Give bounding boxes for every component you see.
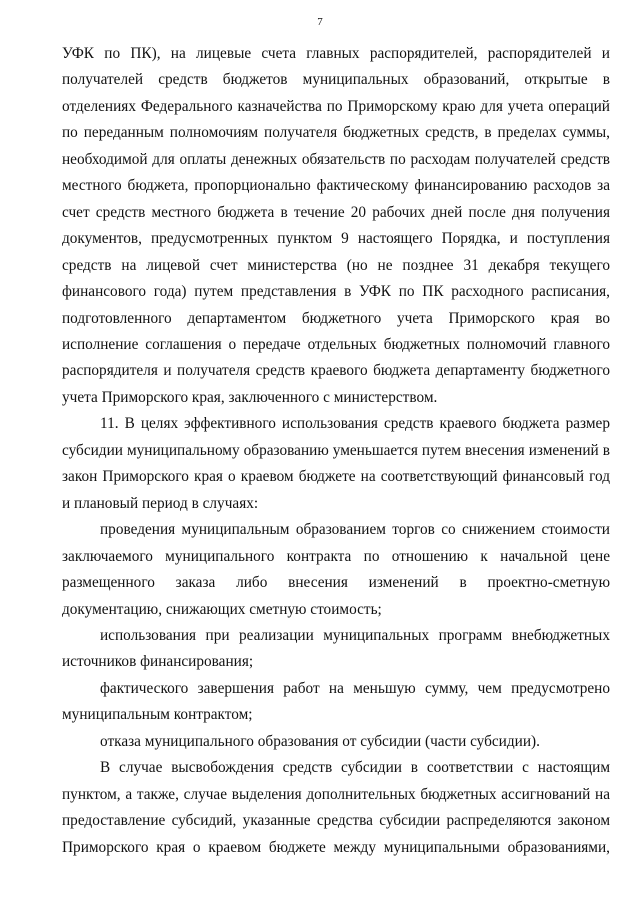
paragraph-item-11: 11. В целях эффективного использования средств краевого бюджета размер субсидии муниципальному образованию уменьшается путем внесения изменений в закон Приморского края о краевом бюджете на соответствующий финансовый год и плановый период в случаях: — [62, 415, 610, 512]
paragraph-case-tenders: проведения муниципальным образованием торгов со снижением стоимости заключаемого муниципального контракта по отношению к начальной цене размещенного заказа либо внесения изменений в проектно-сметную документацию, снижающих сметную стоимость; — [62, 521, 610, 618]
paragraph-case-extrabudgetary: использования при реализации муниципальных программ внебюджетных источников финансирования; — [62, 626, 610, 671]
paragraph-case-refusal: отказа муниципального образования от субсидии (части субсидии). — [100, 732, 540, 750]
paragraph-case-lesser-amount: фактического завершения работ на меньшую сумму, чем предусмотрено муниципальным контрактом; — [62, 679, 610, 724]
paragraph-redistribution: В случае высвобождения средств субсидии в соответствии с настоящим пунктом, а также, случае выделения дополнительных бюджетных ассигнований на предоставление субсидий, указанные средства субсидии распределяются законом Приморского края о краевом бюджете между муниципальными образованиями, — [62, 759, 610, 856]
page-number: 7 — [317, 16, 323, 28]
paragraph-continuation: УФК по ПК), на лицевые счета главных распорядителей, распорядителей и получателей средств бюджетов муниципальных образований, открытые в отделениях Федерального казначейства по Приморскому краю для учета операций по переданным полномочиям получателя бюджетных средств, в пределах суммы, необходимой для оплаты денежных обязательств по расходам получателей средств местного бюджета, пропорционально фактическому финансированию расходов за счет средств местного бюджета в течение 20 рабочих дней после дня получения документов, предусмотренных пунктом 9 настоящего Порядка, и поступления средств на лицевой счет министерства (но не позднее 31 декабря текущего финансового года) путем представления в УФК по ПК расходного расписания, подготовленного департаментом бюджетного учета Приморского края во исполнение соглашения о передаче отдельных бюджетных полномочий главного распорядителя и получателя средств краевого бюджета департаменту бюджетного учета Приморского края, заключенного с министерством. — [62, 45, 610, 406]
document-body — [62, 41, 610, 861]
